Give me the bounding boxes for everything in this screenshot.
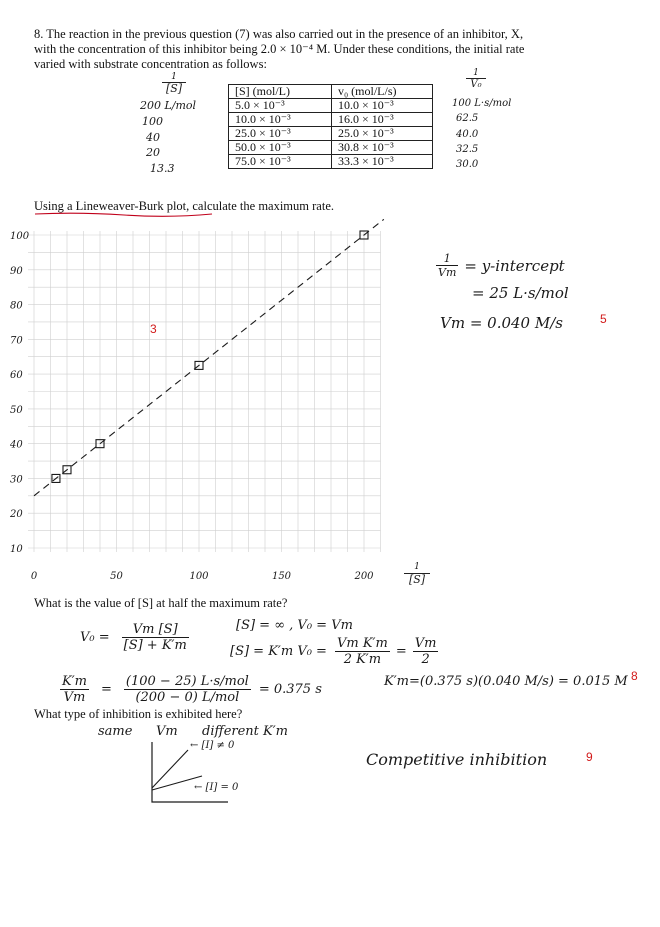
reciprocal-v0-value: 30.0 <box>456 159 479 170</box>
half-max-work <box>0 610 660 710</box>
mm-numerator: Vm [S] <box>122 622 189 638</box>
y-tick-label: 60 <box>10 370 23 382</box>
case-s-equals-km: [S] = K′m V₀ = <box>230 644 327 659</box>
y-tick-label: 90 <box>10 265 23 277</box>
vmax-line-2: = 25 L·s/mol <box>472 284 569 302</box>
inhib-label-nonzero: ← [I] ≠ 0 <box>190 740 235 751</box>
score-graph: 3 <box>150 322 157 336</box>
km-denominator: (200 − 0) L/mol <box>135 690 240 705</box>
inhib-label-zero: ← [I] = 0 <box>194 782 239 793</box>
y-tick-label: 10 <box>10 544 23 555</box>
question-line-1: The reaction in the previous question (7) was also carried out in the presence of an inhibitor, X, <box>46 27 524 41</box>
case-result-numerator: Vm <box>414 636 437 651</box>
case-denominator: 2 K′m <box>343 652 382 667</box>
table-cell: 25.0 × 10⁻³ <box>332 127 433 141</box>
table-cell: 16.0 × 10⁻³ <box>332 113 433 127</box>
case-infinite-s: [S] = ∞ , V₀ = Vm <box>236 618 353 633</box>
km-lhs-numerator: K′m <box>62 674 87 689</box>
km-final: K′m=(0.375 s)(0.040 M/s) = 0.015 M <box>384 674 628 689</box>
reciprocal-s-value: 100 <box>142 115 163 128</box>
y-tick-label: 30 <box>10 474 23 486</box>
reciprocal-s-value: 13.3 <box>150 162 175 175</box>
inhibition-sketch <box>144 738 234 808</box>
y-tick-label: 40 <box>10 439 23 451</box>
table-row <box>229 99 433 113</box>
chart-xaxis-label <box>404 562 430 586</box>
y-tick-label: 50 <box>10 404 23 416</box>
x-tick-label: 200 <box>354 571 374 582</box>
table-header-v0: v₀ (mol/L/s) <box>332 85 433 99</box>
reciprocal-s-value: 20 <box>146 146 160 159</box>
inhib-different: different K′m <box>202 724 289 739</box>
y-tick-label: 80 <box>10 300 23 312</box>
x-tick-label: 100 <box>189 571 209 582</box>
x-tick-label: 150 <box>271 571 292 582</box>
score-km: 8 <box>631 669 638 683</box>
vmax-line-3: Vm = 0.040 M/s <box>440 314 563 332</box>
vmax-frac-bottom: Vm <box>438 266 457 279</box>
reciprocal-s-header-bottom: [S] <box>165 82 183 95</box>
y-tick-label: 20 <box>10 509 23 521</box>
reciprocal-s-value: 200 L/mol <box>140 99 197 112</box>
table-cell: 75.0 × 10⁻³ <box>229 155 332 169</box>
table-row <box>229 113 433 127</box>
mm-lhs: V₀ = <box>80 630 110 645</box>
vmax-line-1: = y-intercept <box>464 256 565 275</box>
table-row <box>229 141 433 155</box>
prompt-half-max: What is the value of [S] at half the maximum rate? <box>34 596 288 610</box>
chart-grid <box>28 231 381 552</box>
prompt-lineweaver-burk: Using a Lineweaver-Burk plot, calculate the maximum rate. <box>34 199 334 213</box>
question-text <box>34 27 634 72</box>
question-number: 8. <box>34 27 44 41</box>
table-row <box>229 155 433 169</box>
x-tick-label: 0 <box>30 571 38 582</box>
reciprocal-v0-value: 40.0 <box>456 129 479 140</box>
score-inhibition: 9 <box>586 750 593 764</box>
table-cell: 50.0 × 10⁻³ <box>229 141 332 155</box>
question-line-3: varied with substrate concentration as follows: <box>34 57 267 71</box>
inhib-answer: Competitive inhibition <box>366 750 548 769</box>
vmax-frac-top: 1 <box>436 252 458 266</box>
table-cell: 33.3 × 10⁻³ <box>332 155 433 169</box>
table-cell: 10.0 × 10⁻³ <box>332 99 433 113</box>
score-vmax: 5 <box>600 312 607 326</box>
reciprocal-v0-value: 32.5 <box>456 144 479 155</box>
km-lhs-denominator: Vm <box>63 690 86 705</box>
reciprocal-s-value: 40 <box>146 131 160 144</box>
data-table <box>228 84 433 169</box>
table-row <box>229 127 433 141</box>
x-tick-label: 50 <box>110 571 123 582</box>
reciprocal-v0-value: 62.5 <box>456 113 479 124</box>
case-equals: = <box>395 644 407 659</box>
km-numerator: (100 − 25) L·s/mol <box>125 674 249 689</box>
reciprocal-v0-header-top: 1 <box>466 68 486 79</box>
chart-xaxis-label-top: 1 <box>404 562 430 574</box>
y-tick-label: 100 <box>10 231 30 242</box>
mm-denominator: [S] + K′m <box>123 638 187 653</box>
km-result: = 0.375 s <box>258 682 322 697</box>
case-numerator: Vm K′m <box>336 636 388 651</box>
table-cell: 10.0 × 10⁻³ <box>229 113 332 127</box>
table-header-s: [S] (mol/L) <box>229 85 332 99</box>
y-tick-label: 70 <box>10 335 23 347</box>
table-cell: 5.0 × 10⁻³ <box>229 99 332 113</box>
km-equals: = <box>101 682 112 697</box>
table-header-row <box>229 85 433 99</box>
question-line-2: with the concentration of this inhibitor being 2.0 × 10⁻⁴ M. Under these conditions, the initial rate <box>34 42 525 56</box>
reciprocal-s-header-top: 1 <box>162 72 186 83</box>
reciprocal-v0-header-bottom: V₀ <box>470 79 482 90</box>
chart-fit-line <box>34 219 384 495</box>
prompt-inhibition: What type of inhibition is exhibited here? <box>34 707 243 721</box>
inhib-same: same <box>98 724 133 739</box>
inhibition-work <box>0 720 660 810</box>
table-cell: 30.8 × 10⁻³ <box>332 141 433 155</box>
case-result-denominator: 2 <box>421 652 430 667</box>
table-cell: 25.0 × 10⁻³ <box>229 127 332 141</box>
reciprocal-v0-value: 100 L·s/mol <box>452 98 512 109</box>
chart-xaxis-label-bottom: [S] <box>408 573 426 586</box>
inhib-vm: Vm <box>156 724 178 739</box>
